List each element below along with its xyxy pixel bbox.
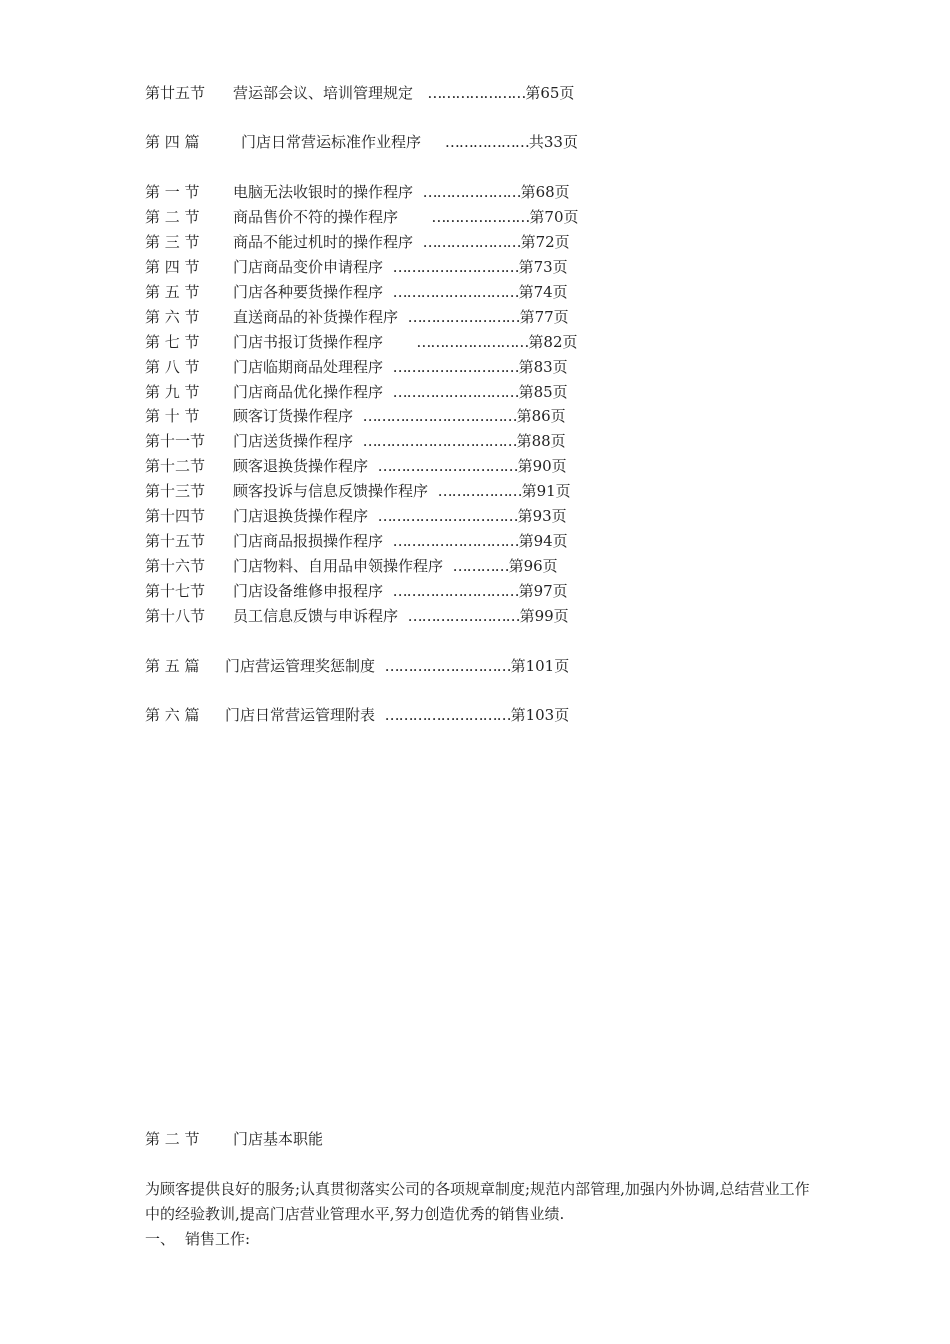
toc-line xyxy=(145,405,566,427)
toc-leader-dots: ………………… xyxy=(427,84,526,102)
section-heading-title: 门店基本职能 xyxy=(233,1130,324,1148)
toc-section-number: 第 三 节 xyxy=(145,233,200,251)
toc-section-number: 第十六节 xyxy=(145,557,206,575)
toc-page-number: 第90页 xyxy=(517,457,567,475)
toc-title: 门店设备维修申报程序 xyxy=(233,582,384,600)
toc-leader-dots: ……………… xyxy=(437,482,522,500)
toc-leader-dots: ………… xyxy=(452,557,509,575)
toc-page-number: 第93页 xyxy=(517,507,567,525)
section-heading-number: 第 二 节 xyxy=(145,1130,200,1148)
toc-line xyxy=(145,256,568,278)
toc-title: 门店商品优化操作程序 xyxy=(233,383,384,401)
toc-leader-dots: ……………………… xyxy=(392,258,519,276)
toc-title: 商品售价不符的操作程序 xyxy=(233,208,399,226)
toc-title: 门店各种要货操作程序 xyxy=(233,283,384,301)
toc-title: 员工信息反馈与申诉程序 xyxy=(233,607,399,625)
toc-section-number: 第 四 篇 xyxy=(145,133,200,151)
toc-title: 顾客退换货操作程序 xyxy=(233,457,369,475)
toc-leader-dots: ……………… xyxy=(444,133,529,151)
toc-title: 门店商品报损操作程序 xyxy=(233,532,384,550)
list-item-text: 销售工作: xyxy=(185,1230,251,1248)
toc-section-number: 第 六 节 xyxy=(145,308,200,326)
toc-page-number: 第82页 xyxy=(528,333,578,351)
toc-title: 门店物料、自用品申领操作程序 xyxy=(233,557,444,575)
toc-page-number: 第74页 xyxy=(518,283,568,301)
toc-section-number: 第 一 节 xyxy=(145,183,200,201)
toc-section-number: 第 六 篇 xyxy=(145,706,200,724)
toc-page-number: 第70页 xyxy=(529,208,579,226)
toc-title: 营运部会议、培训管理规定 xyxy=(233,84,414,102)
toc-line xyxy=(145,356,568,378)
toc-section-number: 第十三节 xyxy=(145,482,206,500)
toc-page-number: 第96页 xyxy=(508,557,558,575)
toc-line xyxy=(145,82,574,104)
toc-page-number: 第73页 xyxy=(518,258,568,276)
toc-line xyxy=(145,381,568,403)
toc-page-number: 第72页 xyxy=(520,233,570,251)
toc-title: 商品不能过机时的操作程序 xyxy=(233,233,414,251)
toc-line xyxy=(145,655,569,677)
toc-leader-dots: ……………………… xyxy=(392,532,519,550)
toc-line xyxy=(145,430,566,452)
toc-line xyxy=(145,704,569,726)
toc-line xyxy=(145,131,578,153)
toc-section-number: 第 五 篇 xyxy=(145,657,200,675)
toc-leader-dots: …………………………… xyxy=(362,432,517,450)
toc-page-number: 第65页 xyxy=(525,84,575,102)
toc-leader-dots: ………………………… xyxy=(377,457,518,475)
toc-title: 顾客投诉与信息反馈操作程序 xyxy=(233,482,429,500)
toc-section-number: 第 七 节 xyxy=(145,333,200,351)
toc-leader-dots: ……………………… xyxy=(392,283,519,301)
toc-title: 门店日常营运标准作业程序 xyxy=(241,133,422,151)
toc-line xyxy=(145,331,578,353)
toc-line xyxy=(145,480,571,502)
toc-section-number: 第十七节 xyxy=(145,582,206,600)
toc-line xyxy=(145,580,568,602)
toc-page-number: 第77页 xyxy=(519,308,569,326)
toc-leader-dots: ……………………… xyxy=(392,383,519,401)
body-paragraph: 为顾客提供良好的服务;认真贯彻落实公司的各项规章制度;规范内部管理,加强内外协调,总结营业工作中的经验教训,提高门店营业管理水平,努力创造优秀的销售业绩. xyxy=(145,1180,810,1223)
toc-line xyxy=(145,281,568,303)
toc-section-number: 第 四 节 xyxy=(145,258,200,276)
toc-leader-dots: ………………… xyxy=(431,208,530,226)
toc-line xyxy=(145,181,570,203)
toc-title: 门店退换货操作程序 xyxy=(233,507,369,525)
toc-section-number: 第 八 节 xyxy=(145,358,200,376)
toc-section-number: 第 二 节 xyxy=(145,208,200,226)
toc-page-number: 第68页 xyxy=(520,183,570,201)
toc-line xyxy=(145,530,568,552)
toc-page-number: 第88页 xyxy=(516,432,566,450)
toc-section-number: 第廿五节 xyxy=(145,84,206,102)
toc-title: 直送商品的补货操作程序 xyxy=(233,308,399,326)
toc-leader-dots: …………………… xyxy=(407,308,520,326)
toc-leader-dots: ……………………… xyxy=(384,706,511,724)
toc-page-number: 第101页 xyxy=(510,657,570,675)
toc-line xyxy=(145,555,558,577)
toc-line xyxy=(145,206,579,228)
toc-page-number: 第97页 xyxy=(518,582,568,600)
toc-section-number: 第 五 节 xyxy=(145,283,200,301)
toc-page-number: 共33页 xyxy=(528,133,578,151)
toc-leader-dots: …………………… xyxy=(407,607,520,625)
toc-section-number: 第 十 节 xyxy=(145,407,200,425)
toc-line xyxy=(145,306,569,328)
toc-leader-dots: ………………………… xyxy=(377,507,518,525)
toc-page-number: 第83页 xyxy=(518,358,568,376)
toc-title: 顾客订货操作程序 xyxy=(233,407,354,425)
section-heading xyxy=(145,1128,323,1150)
toc-section-number: 第十四节 xyxy=(145,507,206,525)
toc-section-number: 第十五节 xyxy=(145,532,206,550)
toc-leader-dots: ………………… xyxy=(422,233,521,251)
toc-leader-dots: …………………… xyxy=(416,333,529,351)
toc-title: 门店临期商品处理程序 xyxy=(233,358,384,376)
toc-page-number: 第94页 xyxy=(518,532,568,550)
toc-page-number: 第86页 xyxy=(516,407,566,425)
toc-line xyxy=(145,455,567,477)
toc-title: 电脑无法收银时的操作程序 xyxy=(233,183,414,201)
toc-line xyxy=(145,231,570,253)
toc-page-number: 第91页 xyxy=(521,482,571,500)
toc-section-number: 第 九 节 xyxy=(145,383,200,401)
toc-leader-dots: ……………………… xyxy=(384,657,511,675)
toc-page-number: 第99页 xyxy=(519,607,569,625)
toc-page-number: 第103页 xyxy=(510,706,570,724)
list-item-number: 一、 xyxy=(145,1230,176,1248)
toc-leader-dots: ……………………… xyxy=(392,358,519,376)
toc-line xyxy=(145,505,567,527)
toc-title: 门店送货操作程序 xyxy=(233,432,354,450)
toc-title: 门店商品变价申请程序 xyxy=(233,258,384,276)
toc-page-number: 第85页 xyxy=(518,383,568,401)
toc-title: 门店营运管理奖惩制度 xyxy=(225,657,376,675)
toc-section-number: 第十八节 xyxy=(145,607,206,625)
toc-line xyxy=(145,605,569,627)
toc-leader-dots: …………………………… xyxy=(362,407,517,425)
toc-section-number: 第十二节 xyxy=(145,457,206,475)
toc-title: 门店书报订货操作程序 xyxy=(233,333,384,351)
list-item xyxy=(145,1227,250,1252)
toc-leader-dots: ………………… xyxy=(422,183,521,201)
toc-leader-dots: ……………………… xyxy=(392,582,519,600)
toc-title: 门店日常营运管理附表 xyxy=(225,706,376,724)
toc-section-number: 第十一节 xyxy=(145,432,206,450)
